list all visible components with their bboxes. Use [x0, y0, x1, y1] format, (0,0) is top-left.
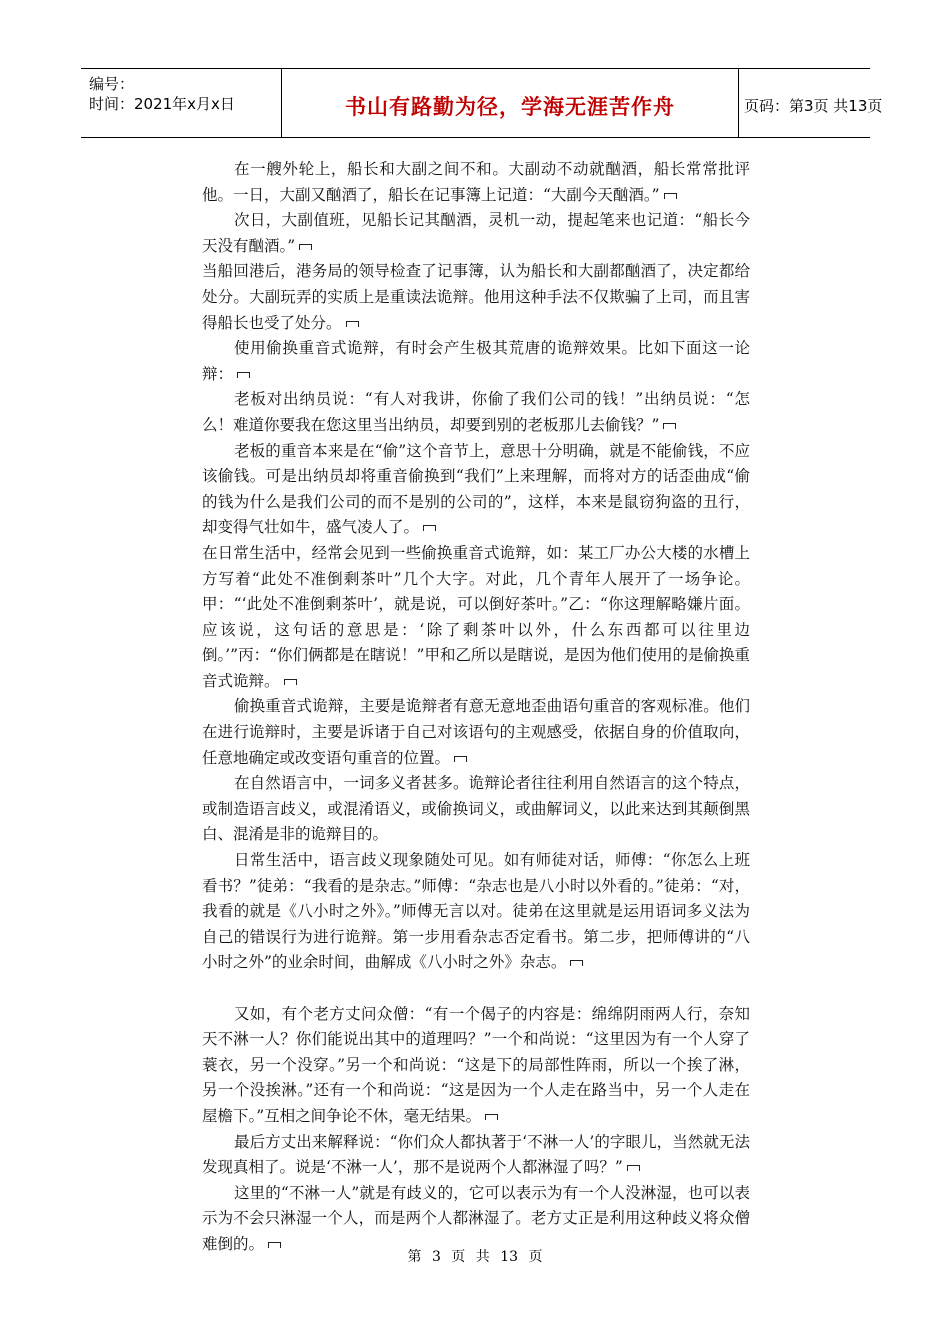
body-paragraph [202, 259, 750, 336]
header-page-label: 页码：第3页 共13页 [744, 97, 883, 115]
paragraph-return-mark-icon [299, 244, 312, 250]
header-middle-cell [281, 69, 739, 137]
document-date-label: 时间：2021年x月x日 [89, 95, 235, 113]
page-footer: 第 3 页 共 13 页 [407, 1249, 543, 1265]
paragraph-text: 次日，大副值班，见船长记其酗酒，灵机一动，提起笔来也记道：“船长今天没有酗酒。” [202, 211, 750, 255]
paragraph-text: 在日常生活中，经常会见到一些偷换重音式诡辩，如：某工厂办公大楼的水槽上方写着“此处不准倒剩茶叶”几个大字。对此，几个青年人展开了一场争论。甲：“‘此处不准倒剩茶叶’，就是说，可以倒好茶叶。”乙：“你这理解略嫌片面。应该说，这句话的意思是：‘除了剩茶叶以外，什么东西都可以往里边倒。’”丙：“你们俩都是在瞎说！”甲和乙所以是瞎说，是因为他们使用的是偷换重音式诡辩。 [202, 543, 750, 690]
paragraph-return-mark-icon [454, 756, 467, 762]
body-paragraph [202, 771, 750, 848]
paragraph-return-mark-icon [346, 321, 359, 327]
paragraph-return-mark-icon [664, 193, 677, 199]
paragraph-text: 又如，有个老方丈问众僧：“有一个偈子的内容是：绵绵阴雨两人行，奈知天不淋一人？你们能说出其中的道理吗？”一个和尚说：“这里因为有一个人穿了蓑衣，另一个没穿。”另一个和尚说：“这是下的局部性阵雨，所以一个挨了淋，另一个没挨淋。”还有一个和尚说：“这是因为一个人走在路当中，另一个人走在屋檐下。”互相之间争论不休，毫无结果。 [202, 1004, 750, 1125]
document-body [202, 157, 750, 1258]
paragraph-return-mark-icon [570, 960, 583, 966]
paragraph-return-mark-icon [423, 525, 436, 531]
paragraph-return-mark-icon [237, 372, 250, 378]
paragraph-return-mark-icon [284, 679, 297, 685]
body-paragraph [202, 694, 750, 771]
paragraph-text: 偷换重音式诡辩，主要是诡辩者有意无意地歪曲语句重音的客观标准。他们在进行诡辩时，主要是诉诸于自己对该语句的主观感受，依据自身的价值取向，任意地确定或改变语句重音的位置。 [202, 697, 750, 767]
body-paragraph [202, 157, 750, 208]
paragraph-text: 使用偷换重音式诡辩，有时会产生极其荒唐的诡辩效果。比如下面这一论辩： [202, 339, 750, 383]
paragraph-text: 这里的“不淋一人”就是有歧义的，它可以表示为有一个人没淋湿，也可以表示为不会只淋湿一个人，而是两个人都淋湿了。老方丈正是利用这种歧义将众僧难倒的。 [202, 1183, 750, 1253]
header-motto: 书山有路勤为径，学海无涯苦作舟 [345, 95, 675, 119]
paragraph-text: 当船回港后，港务局的领导检查了记事簿，认为船长和大副都酗酒了，决定都给处分。大副玩弄的实质上是重读法诡辩。他用这种手法不仅欺骗了上司，而且害得船长也受了处分。 [202, 262, 750, 332]
paragraph-return-mark-icon [627, 1165, 640, 1171]
paragraph-text: 在自然语言中，一词多义者甚多。诡辩论者往往利用自然语言的这个特点，或制造语言歧义，或混淆语义，或偷换词义，或曲解词义，以此来达到其颠倒黑白、混淆是非的诡辩目的。 [202, 774, 750, 844]
paragraph-text: 老板的重音本来是在“偷”这个音节上，意思十分明确，就是不能偷钱，不应该偷钱。可是出纳员却将重音偷换到“我们”上来理解，而将对方的话歪曲成“偷的钱为什么是我们公司的而不是别的公司的”，这样，本来是鼠窃狗盗的丑行，却变得气壮如牛，盛气凌人了。 [202, 441, 750, 537]
body-paragraph [202, 208, 750, 259]
body-paragraph [202, 387, 750, 438]
paragraph-text: 在一艘外轮上，船长和大副之间不和。大副动不动就酗酒，船长常常批评他。一日，大副又酗酒了，船长在记事簿上记道：“大副今天酗酒。” [202, 160, 750, 204]
paragraph-text: 日常生活中，语言歧义现象随处可见。如有师徒对话，师傅：“你怎么上班看书？”徒弟：“我看的是杂志。”师傅：“杂志也是八小时以外看的。”徒弟：“对，我看的就是《八小时之外》。”师傅无言以对。徒弟在这里就是运用语词多义法为自己的错误行为进行诡辩。第一步用看杂志否定看书。第二步，把师傅讲的“八小时之外”的业余时间，曲解成《八小时之外》杂志。 [202, 851, 750, 972]
body-paragraph [202, 439, 750, 541]
header-right-cell [738, 69, 883, 137]
document-number-label: 编号： [89, 75, 135, 93]
header-left-cell [81, 69, 281, 137]
paragraph-return-mark-icon [663, 423, 676, 429]
body-paragraph [202, 1002, 750, 1130]
document-header [81, 68, 883, 138]
body-paragraph [202, 848, 750, 976]
body-paragraph [202, 336, 750, 387]
paragraph-text: 最后方丈出来解释说：“你们众人都执著于‘不淋一人’的字眼儿，当然就无法发现真相了。说是‘不淋一人’，那不是说两个人都淋湿了吗？” [202, 1132, 750, 1177]
body-paragraph [202, 1130, 750, 1181]
body-paragraph [202, 541, 750, 695]
paragraph-text: 老板对出纳员说：“有人对我讲，你偷了我们公司的钱！”出纳员说：“怎么！难道你要我在您这里当出纳员，却要到别的老板那儿去偷钱？” [202, 390, 750, 434]
paragraph-return-mark-icon [485, 1114, 498, 1120]
